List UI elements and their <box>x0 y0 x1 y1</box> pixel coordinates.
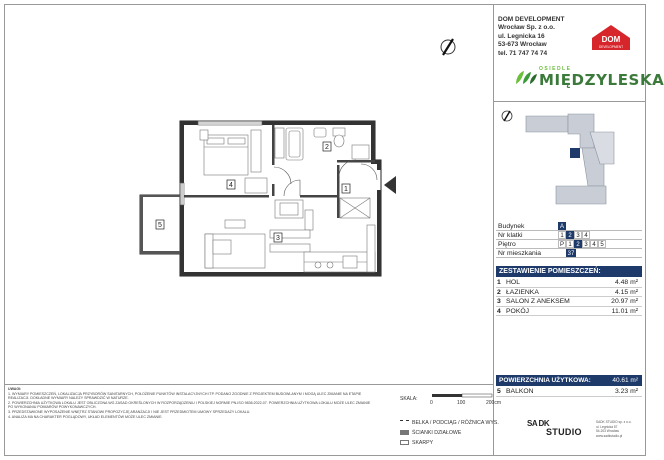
building-label: Budynek <box>498 223 525 230</box>
partition-swatch-icon <box>400 430 409 435</box>
scale-tick: 100 <box>457 400 466 406</box>
studio-mark: SA DK <box>527 419 550 428</box>
room-number-1 <box>342 184 350 193</box>
legend-label: ŚCIANKI DZIAŁOWE <box>412 430 462 436</box>
total-area-label: POWIERZCHNIA UŻYTKOWA: <box>499 377 591 384</box>
stair-cell: 3 <box>574 231 582 239</box>
apartment-info-table <box>496 222 642 258</box>
studio-word: STUDIO <box>546 427 582 437</box>
note-item: 3. PRZEDSTAWIONE WYPOSAŻENIE WNĘTRZ STANOWI PROPOZYCJĘ ARANŻACJI I NIE JEST PRZEDMIOTEM UMOWY SPRZEDAŻY LOKALU. <box>8 409 251 414</box>
key-plan <box>496 104 642 222</box>
room-area: 4.15 m² <box>614 288 638 296</box>
floor-label: Piętro <box>498 241 516 248</box>
info-stair-row <box>496 231 642 240</box>
company-phone: tel. 71 747 74 74 <box>498 49 548 57</box>
company-city: 53-673 Wrocław <box>498 41 547 49</box>
legend <box>400 419 499 449</box>
legend-label: SKARPY <box>412 440 434 446</box>
divider-line <box>4 384 494 385</box>
stair-label: Nr klatki <box>498 232 523 239</box>
studio-address-line: www.sadkstudio.pl <box>596 433 623 438</box>
studio-logo <box>527 418 639 444</box>
divider-line <box>493 101 646 102</box>
floor-cell: P <box>559 242 564 248</box>
legend-item <box>400 419 499 429</box>
scale-label: SKALA: <box>400 396 418 402</box>
estate-name: MIĘDZYLESKA <box>539 71 664 89</box>
svg-text:5: 5 <box>158 222 162 229</box>
building-value: A <box>559 224 564 230</box>
compass-icon <box>441 39 455 55</box>
svg-text:DEVELOPMENT: DEVELOPMENT <box>598 45 624 49</box>
balcony-name: BALKON <box>506 388 534 395</box>
notes-block <box>8 387 374 419</box>
room-no: 1 <box>497 279 501 286</box>
company-address <box>498 16 564 58</box>
room-area: 4.48 m² <box>614 279 638 286</box>
scale-tick: 200cm <box>486 400 502 406</box>
rooms-list <box>496 278 642 316</box>
balcony-area: 3.23 m² <box>614 388 638 395</box>
floor-cell: 5 <box>598 240 606 248</box>
room-name: POKÓJ <box>506 307 530 315</box>
room-number-3 <box>274 233 282 242</box>
room-name: ŁAZIENKA <box>506 288 539 296</box>
flat-label: Nr mieszkania <box>498 250 542 257</box>
floor-cell-selected: 2 <box>574 240 582 248</box>
legend-item <box>400 429 499 439</box>
info-flat-row <box>496 249 642 258</box>
notes-title: UWAGI: <box>8 387 22 391</box>
company-name: DOM DEVELOPMENT <box>498 16 565 23</box>
stair-cell: 1 <box>558 231 566 239</box>
total-area-value: 40.61 m² <box>612 377 638 384</box>
room-name: SALON Z ANEKSEM <box>506 298 570 305</box>
room-row <box>496 297 642 307</box>
room-number-4 <box>227 180 235 189</box>
estate-logo <box>514 66 664 89</box>
rooms-title: ZESTAWIENIE POMIESZCZEŃ: <box>496 266 642 277</box>
entrance-arrow-icon <box>384 176 396 194</box>
room-no: 2 <box>497 288 501 296</box>
company-line: Wrocław Sp. z o.o. <box>498 24 555 32</box>
scale-tick: 0 <box>430 400 433 406</box>
room-area: 20.97 m² <box>611 298 638 305</box>
reveal-swatch-icon <box>400 440 409 445</box>
leaf-logo-icon <box>514 69 538 85</box>
room-name: HOL <box>506 279 520 286</box>
company-street: ul. Legnicka 16 <box>498 32 545 40</box>
svg-text:DOM: DOM <box>601 35 621 44</box>
room-row <box>496 288 642 298</box>
svg-text:2: 2 <box>325 144 329 151</box>
svg-text:3: 3 <box>276 235 280 242</box>
note-item: 2. POWIERZCHNIA UŻYTKOWA LOKALU JEST OBLICZONA WG ZASAD OKREŚLONYCH W ROZPORZĄDZENIU I POLSKIEJ NORMIE PN-ISO 9836:2022-07. POWIERZCHNIA UŻYTKOWA LOKALU MOŻE ULEC ZMIANIE PO WYKONANIU POMIARÓW POWYKONAWCZYCH. <box>8 400 371 410</box>
dom-development-logo <box>590 22 632 52</box>
svg-text:1: 1 <box>344 186 348 193</box>
floor-cell: 3 <box>582 240 590 248</box>
stair-cell-selected: 2 <box>566 231 574 239</box>
room-area: 11.01 m² <box>611 307 638 315</box>
studio-address-line: ul. Legnicka 57 <box>596 424 618 429</box>
room-no: 4 <box>497 307 501 315</box>
room-no: 3 <box>497 298 501 305</box>
beam-swatch-icon <box>400 420 409 425</box>
studio-address <box>596 420 640 438</box>
note-item: 1. WYMIARY POMIESZCZEŃ, LOKALIZACJA PRZYBORÓW SANITARNYCH, POŁOŻENIE PUNKTÓW INSTALACYJNYCH ITP. PODANO ZGODNIE Z PROJEKTEM BUDOWLANYM I MOGĄ ULEC ZMIANIE NA ETAPIE REALIZACJI. DOKŁADNE WYMIARY NALEŻY SPRAWDZIĆ W NATURZE. <box>8 391 362 401</box>
floor-cell: 1 <box>566 240 574 248</box>
total-area-bar <box>496 375 642 386</box>
legend-label: BELKA / PODCIĄG / RÓŻNICA WYS. <box>412 420 499 426</box>
note-item: 4. ANALIZA MA NA CHARAKTER POGLĄDOWY, UKŁAD ELEMENTÓW MOŻE ULEC ZMIANIE. <box>8 414 163 419</box>
stair-cell: 4 <box>582 231 590 239</box>
room-number-2 <box>323 142 331 151</box>
studio-address-line: SADK STUDIO sp. z o.o. <box>596 420 632 424</box>
studio-address-line: 54-203 Wrocław <box>596 429 619 433</box>
balcony-row <box>496 387 642 397</box>
key-plan-compass-icon <box>502 111 512 121</box>
svg-text:4: 4 <box>229 182 233 189</box>
balcony-no: 5 <box>497 388 501 395</box>
room-row <box>496 307 642 317</box>
room-number-5 <box>156 220 164 229</box>
floor-cell: 4 <box>590 240 598 248</box>
legend-item <box>400 439 499 449</box>
estate-label-small: OSIEDLE <box>539 66 572 72</box>
info-floor-row <box>496 240 642 249</box>
flat-value: 37 <box>567 251 575 257</box>
info-building-row <box>496 222 642 231</box>
room-row <box>496 278 642 288</box>
